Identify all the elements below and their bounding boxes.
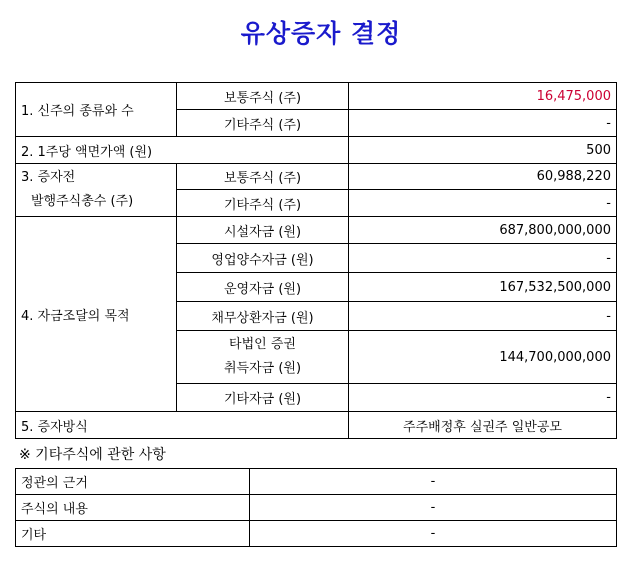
common-shares-label: 보통주식 (주) [177,83,349,110]
rights-offering-table [15,82,617,439]
operating-funds-label: 운영자금 (원) [177,273,349,302]
other-shares-label: 기타주식 (주) [177,190,349,217]
shares-before-label-line2: 발행주식총수 (주) [31,194,134,209]
common-shares-label: 보통주식 (주) [177,164,349,190]
table-row [16,164,617,190]
page-title: 유상증자 결정 [240,19,402,48]
articles-basis-value: - [250,469,617,495]
securities-acquisition-funds-label [177,331,349,384]
new-other-shares-value: - [349,110,617,137]
other-funds-value: - [349,384,617,412]
table-row [16,412,617,439]
table-row [16,469,617,495]
securities-label-line1: 타법인 증권 [229,337,296,352]
other-funds-label: 기타자금 (원) [177,384,349,412]
offering-method-value: 주주배정후 실권주 일반공모 [349,412,617,439]
offering-method-label: 5. 증자방식 [16,412,349,439]
articles-basis-label: 정관의 근거 [16,469,250,495]
business-transfer-funds-value: - [349,244,617,273]
existing-common-shares-value: 60,988,220 [349,164,617,190]
funding-purpose-label: 4. 자금조달의 목적 [16,217,177,412]
new-common-shares-value: 16,475,000 [349,83,617,110]
table-row [16,521,617,547]
table-row [16,137,617,164]
other-label: 기타 [16,521,250,547]
stock-content-label: 주식의 내용 [16,495,250,521]
facility-funds-value: 687,800,000,000 [349,217,617,244]
debt-repayment-funds-value: - [349,302,617,331]
stock-content-value: - [250,495,617,521]
operating-funds-value: 167,532,500,000 [349,273,617,302]
par-value-label: 2. 1주당 액면가액 (원) [16,137,349,164]
par-value-value: 500 [349,137,617,164]
debt-repayment-funds-label: 채무상환자금 (원) [177,302,349,331]
other-stock-note: ※ 기타주식에 관한 사항 [19,447,166,463]
business-transfer-funds-label: 영업양수자금 (원) [177,244,349,273]
shares-before-label [16,164,177,217]
table-row [16,83,617,110]
new-shares-label: 1. 신주의 종류와 수 [16,83,177,137]
other-stock-table [15,468,617,547]
securities-label-line2: 취득자금 (원) [223,361,302,376]
existing-other-shares-value: - [349,190,617,217]
other-value: - [250,521,617,547]
facility-funds-label: 시설자금 (원) [177,217,349,244]
securities-acquisition-funds-value: 144,700,000,000 [349,331,617,384]
table-row [16,495,617,521]
other-shares-label: 기타주식 (주) [177,110,349,137]
table-row [16,217,617,244]
shares-before-label-line1: 3. 증자전 [21,170,76,185]
